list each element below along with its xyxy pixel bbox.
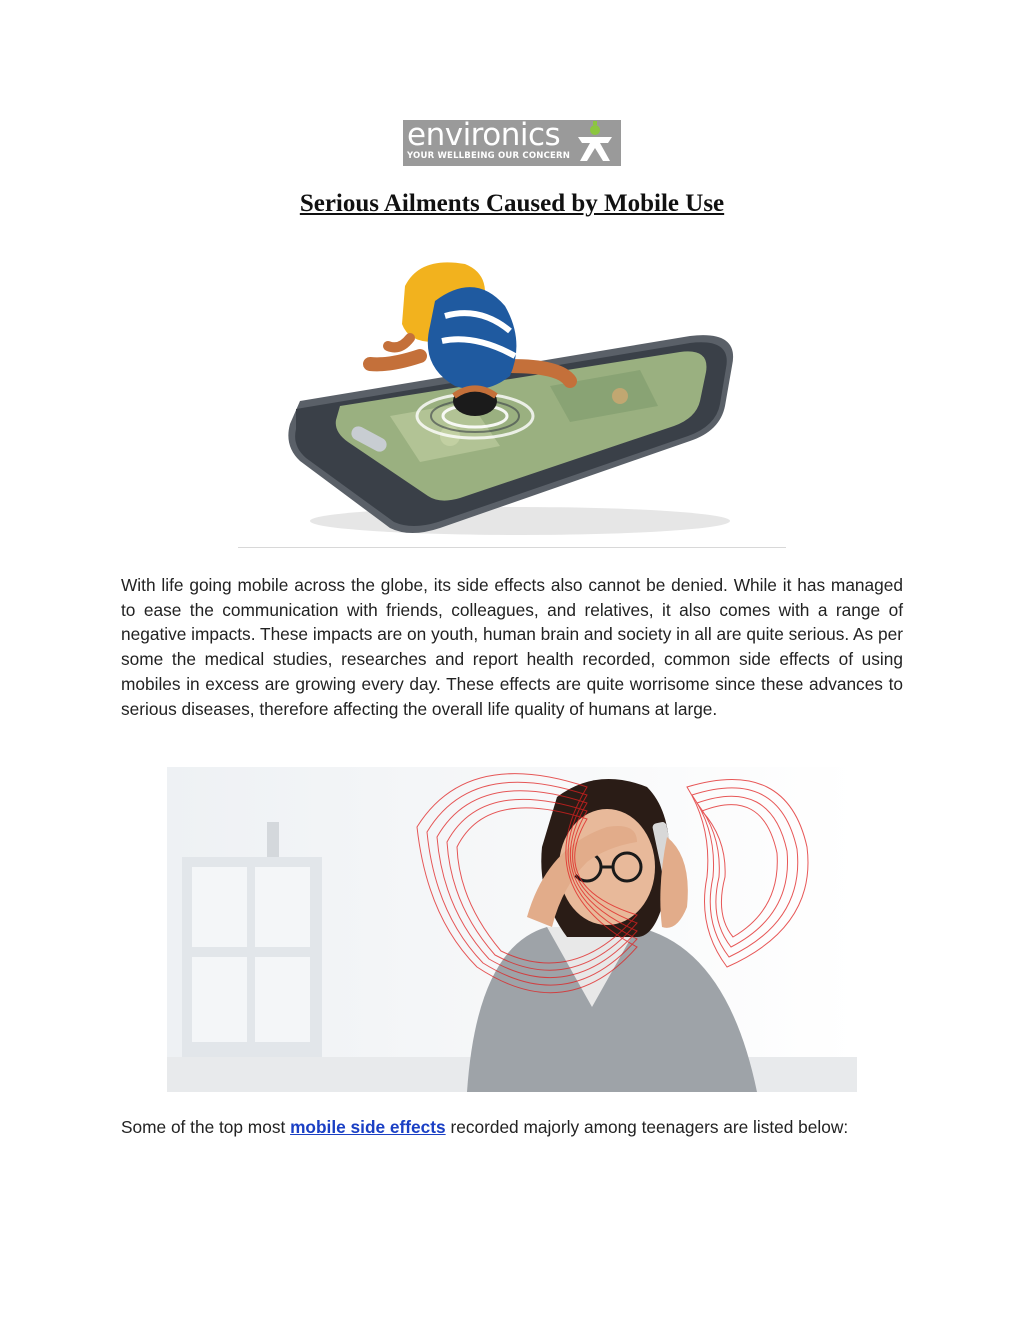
closing-sentence — [121, 1117, 848, 1138]
mobile-side-effects-link[interactable]: mobile side effects — [290, 1117, 446, 1137]
page-title: Serious Ailments Caused by Mobile Use — [299, 190, 725, 217]
logo-tagline: YOUR WELLBEING OUR CONCERN — [407, 151, 571, 161]
logo-wordmark: environics — [407, 120, 561, 153]
image-divider — [238, 547, 786, 548]
intro-paragraph: With life going mobile across the globe, its side effects also cannot be denied. While it has managed to ease the communication with friends, colleagues, and relatives, it also comes with a range of negative impacts. These impacts are on youth, human brain and society in all are quite serious. As per some the medical studies, researches and report health recorded, common side effects of using mobiles in excess are growing every day. These effects are quite worrisome since these advances to serious diseases, therefore affecting the overall life quality of humans at large. — [121, 575, 903, 719]
logo-star-icon — [570, 121, 620, 165]
phone-addiction-illustration — [270, 246, 770, 546]
closing-text-after: recorded majorly among teenagers are listed below: — [445, 1117, 849, 1137]
closing-text-before: Some of the top most — [121, 1117, 291, 1137]
woman-phone-radiation-photo — [167, 767, 857, 1092]
